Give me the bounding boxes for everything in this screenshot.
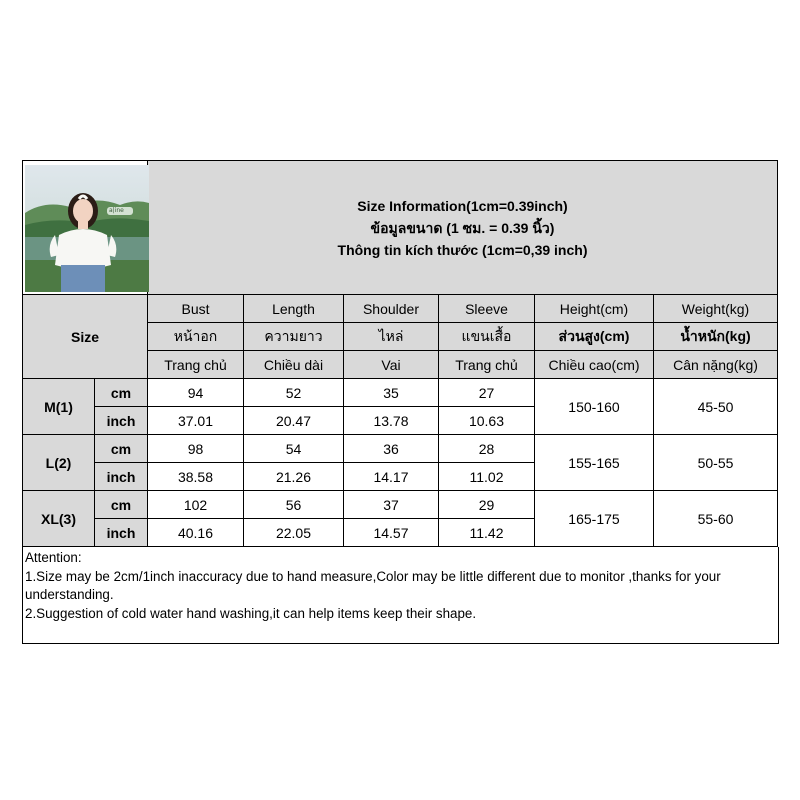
value-cell: 54 bbox=[244, 435, 344, 463]
unit-label-cm: cm bbox=[95, 435, 148, 463]
col-header-vi: Chiều cao(cm) bbox=[535, 351, 654, 379]
col-header-th: แขนเสื้อ bbox=[439, 323, 535, 351]
size-info-title bbox=[148, 161, 778, 295]
height-range: 165-175 bbox=[535, 491, 654, 547]
col-header-en: Weight(kg) bbox=[654, 295, 778, 323]
title-line-en: Size Information(1cm=0.39inch) bbox=[357, 197, 568, 214]
col-header-th: ไหล่ bbox=[344, 323, 439, 351]
height-range: 150-160 bbox=[535, 379, 654, 435]
value-cell: 11.42 bbox=[439, 519, 535, 547]
value-cell: 10.63 bbox=[439, 407, 535, 435]
value-cell: 102 bbox=[148, 491, 244, 519]
size-header: Size bbox=[23, 295, 148, 379]
value-cell: 94 bbox=[148, 379, 244, 407]
size-chart bbox=[22, 160, 778, 644]
weight-range: 50-55 bbox=[654, 435, 778, 491]
value-cell: 21.26 bbox=[244, 463, 344, 491]
col-header-vi: Vai bbox=[344, 351, 439, 379]
value-cell: 98 bbox=[148, 435, 244, 463]
value-cell: 14.17 bbox=[344, 463, 439, 491]
col-header-en: Bust bbox=[148, 295, 244, 323]
col-header-th: หน้าอก bbox=[148, 323, 244, 351]
col-header-vi: Chiều dài bbox=[244, 351, 344, 379]
photo-badge: a|ine bbox=[109, 207, 124, 214]
attention-line: 2.Suggestion of cold water hand washing,it can help items keep their shape. bbox=[25, 605, 477, 621]
unit-label-inch: inch bbox=[95, 407, 148, 435]
unit-label-inch: inch bbox=[95, 519, 148, 547]
value-cell: 37 bbox=[344, 491, 439, 519]
weight-range: 45-50 bbox=[654, 379, 778, 435]
col-header-en: Sleeve bbox=[439, 295, 535, 323]
value-cell: 22.05 bbox=[244, 519, 344, 547]
unit-label-cm: cm bbox=[95, 491, 148, 519]
weight-range: 55-60 bbox=[654, 491, 778, 547]
attention-heading: Attention: bbox=[25, 550, 82, 565]
value-cell: 56 bbox=[244, 491, 344, 519]
col-header-th: ส่วนสูง(cm) bbox=[535, 323, 654, 351]
col-header-th: น้ำหนัก(kg) bbox=[654, 323, 778, 351]
value-cell: 20.47 bbox=[244, 407, 344, 435]
col-header-th: ความยาว bbox=[244, 323, 344, 351]
value-cell: 29 bbox=[439, 491, 535, 519]
value-cell: 35 bbox=[344, 379, 439, 407]
title-line-vi: Thông tin kích thước (1cm=0,39 inch) bbox=[337, 241, 588, 258]
value-cell: 11.02 bbox=[439, 463, 535, 491]
value-cell: 36 bbox=[344, 435, 439, 463]
col-header-en: Shoulder bbox=[344, 295, 439, 323]
value-cell: 38.58 bbox=[148, 463, 244, 491]
height-range: 155-165 bbox=[535, 435, 654, 491]
product-photo bbox=[25, 165, 149, 292]
value-cell: 27 bbox=[439, 379, 535, 407]
size-table bbox=[22, 160, 778, 547]
col-header-vi: Cân nặng(kg) bbox=[654, 351, 778, 379]
title-line-th: ข้อมูลขนาด (1 ซม. = 0.39 นิ้ว) bbox=[370, 219, 555, 236]
unit-label-cm: cm bbox=[95, 379, 148, 407]
value-cell: 37.01 bbox=[148, 407, 244, 435]
value-cell: 40.16 bbox=[148, 519, 244, 547]
value-cell: 52 bbox=[244, 379, 344, 407]
size-name: M(1) bbox=[23, 379, 95, 435]
value-cell: 13.78 bbox=[344, 407, 439, 435]
value-cell: 28 bbox=[439, 435, 535, 463]
value-cell: 14.57 bbox=[344, 519, 439, 547]
col-header-vi: Trang chủ bbox=[148, 351, 244, 379]
size-name: L(2) bbox=[23, 435, 95, 491]
col-header-en: Length bbox=[244, 295, 344, 323]
col-header-vi: Trang chủ bbox=[439, 351, 535, 379]
size-name: XL(3) bbox=[23, 491, 95, 547]
col-header-en: Height(cm) bbox=[535, 295, 654, 323]
product-photo-cell bbox=[23, 161, 148, 295]
unit-label-inch: inch bbox=[95, 463, 148, 491]
attention-note bbox=[22, 547, 779, 644]
attention-line: 1.Size may be 2cm/1inch inaccuracy due to hand measure,Color may be little different due to monitor ,thanks for your understanding. bbox=[25, 568, 721, 602]
